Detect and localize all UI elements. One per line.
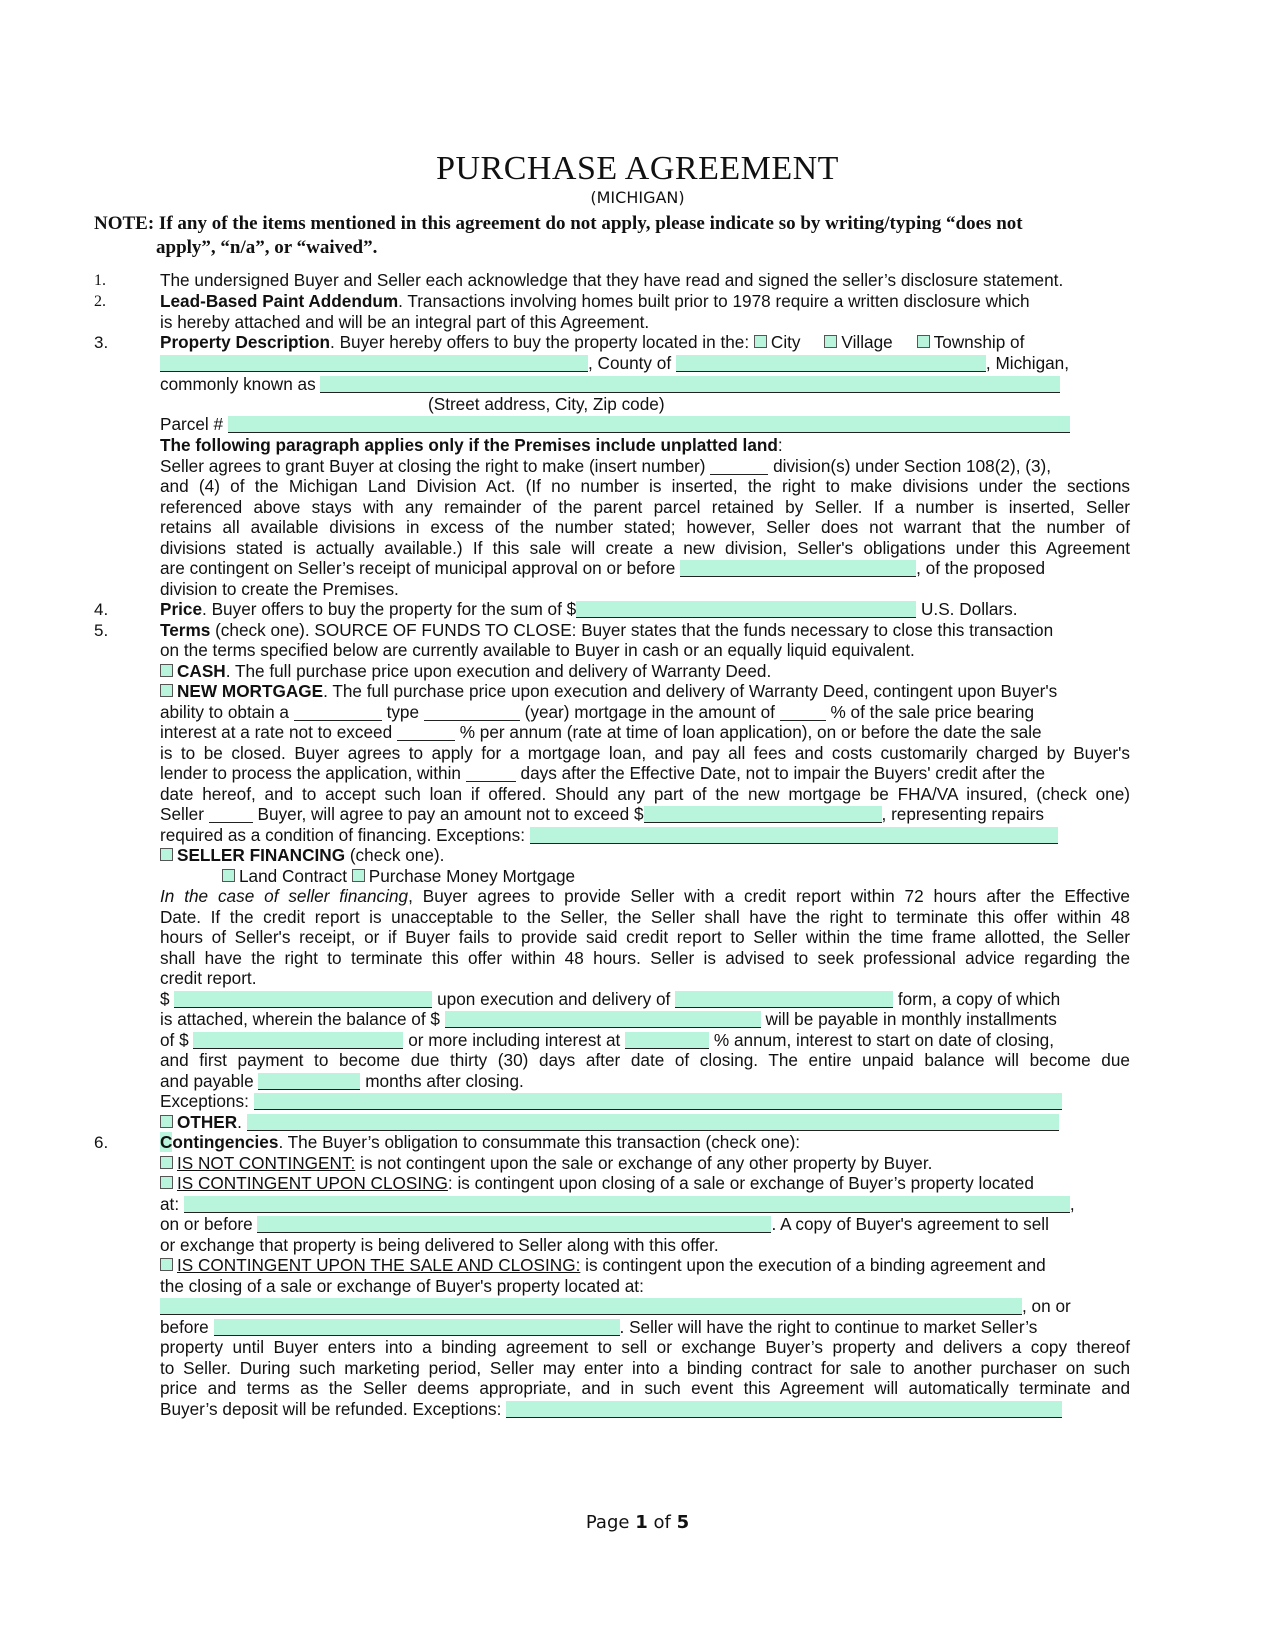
checkbox-not-contingent[interactable] <box>160 1156 173 1169</box>
s2-heading: Lead-Based Paint Addendum <box>160 291 399 311</box>
sale-exceptions-field[interactable] <box>506 1401 1062 1418</box>
balance-field[interactable] <box>445 1011 761 1028</box>
section-number-6: 6. <box>94 1133 109 1152</box>
s6-line-1: Contingencies. The Buyer’s obligation to consummate this transaction (check one): <box>160 1132 801 1152</box>
sale-closing-exceptions-line: Buyer’s deposit will be refunded. Exceptions: <box>160 1399 1130 1421</box>
s1-text: The undersigned Buyer and Seller each acknowledge that they have read and signed the seller’s disclosure statement. <box>160 270 1064 290</box>
unplatted-heading: The following paragraph applies only if the Premises include unplatted land <box>160 435 778 455</box>
seller-financing-option: SELLER FINANCING (check one). <box>160 845 1130 867</box>
contingent-property-field[interactable] <box>184 1196 1070 1213</box>
sale-closing-option: IS CONTINGENT UPON THE SALE AND CLOSING: is contingent upon the execution of a binding agreement and <box>160 1255 1130 1277</box>
note-line-1: NOTE: If any of the items mentioned in this agreement do not apply, please indicate so by writing/typing “does not <box>94 213 1023 234</box>
address-hint: (Street address, City, Zip code) <box>428 394 665 414</box>
parcel-field[interactable] <box>228 416 1070 433</box>
section-number-1: 1. <box>94 272 106 289</box>
contingent-at-line: at: , <box>160 1194 1075 1214</box>
seller-financing-types: Land Contract Purchase Money Mortgage <box>160 866 1130 888</box>
sale-closing-date-line: before . Seller will have the right to continue to market Seller’s <box>160 1317 1038 1337</box>
mortgage-year-field[interactable] <box>424 704 520 721</box>
mortgage-percent-field[interactable] <box>780 704 826 721</box>
checkbox-sale-and-closing[interactable] <box>160 1258 173 1271</box>
sf-line-2: Date. If the credit report is unacceptable to the Seller, the Seller shall have the right to terminate this offer within 48 <box>160 907 1130 927</box>
s5-line-1: Terms (check one). SOURCE OF FUNDS TO CLOSE: Buyer states that the funds necessary to close this transaction <box>160 620 1054 640</box>
other-terms-field[interactable] <box>247 1114 1059 1131</box>
unplatted-heading-line: The following paragraph applies only if the Premises include unplatted land: <box>160 435 783 455</box>
interest-rate-field[interactable] <box>397 724 455 741</box>
mortgage-option: NEW MORTGAGE. The full purchase price upon execution and delivery of Warranty Deed, contingent upon Buyer's <box>160 681 1130 703</box>
divisions-number-field[interactable] <box>710 458 768 475</box>
page-footer: Page 1 of 5 <box>585 1512 690 1533</box>
contingent-date-line: on or before . A copy of Buyer's agreement to sell <box>160 1214 1049 1234</box>
repairs-amount-field[interactable] <box>644 806 882 823</box>
s5-heading: Terms <box>160 620 211 640</box>
checkbox-seller-financing[interactable] <box>160 848 173 861</box>
township-field[interactable] <box>160 355 588 372</box>
s3-parcel-line: Parcel # <box>160 414 1130 436</box>
s6-heading: Contingencies <box>160 1132 279 1152</box>
sale-closing-line-2: the closing of a sale or exchange of Buyer's property located at: <box>160 1276 644 1296</box>
unplatted-line-2: and (4) of the Michigan Land Division Act. (If no number is inserted, the right to make divisions under the sections <box>160 476 1130 496</box>
mortgage-line-4: lender to process the application, within days after the Effective Date, not to impair the Buyers' credit after the <box>160 763 1046 783</box>
months-field[interactable] <box>258 1073 360 1090</box>
installment-amount-field[interactable] <box>193 1032 403 1049</box>
sf-line-5: credit report. <box>160 968 257 988</box>
mortgage-exceptions-field[interactable] <box>530 827 1058 844</box>
unplatted-line-4: retains all available divisions in excess of the number stated; however, Seller does not warrant that the number of <box>160 517 1130 537</box>
s2-line-2: is hereby attached and will be an integral part of this Agreement. <box>160 312 650 332</box>
sale-closing-line-6: to Seller. During such marketing period, Seller may enter into a binding contract for sale to another purchaser on such <box>160 1358 1130 1378</box>
sf-exceptions-field[interactable] <box>254 1093 1062 1110</box>
s3-line-2: , County of , Michigan, <box>160 353 1130 375</box>
note-paragraph <box>94 212 1124 260</box>
mortgage-line-3: is to be closed. Buyer agrees to apply for a mortgage loan, and pay all fees and costs customarily charged by Buyer's <box>160 743 1130 763</box>
municipal-approval-date-field[interactable] <box>680 560 916 577</box>
sf-line-3: hours of Seller's receipt, or if Buyer fails to provide said credit report to Seller within the time frame allotted, the Seller <box>160 927 1130 947</box>
mortgage-line-7: required as a condition of financing. Exceptions: <box>160 825 1130 847</box>
sale-date-field[interactable] <box>214 1319 620 1336</box>
other-option: OTHER. <box>160 1112 1130 1134</box>
s5-line-2: on the terms specified below are currently available to Buyer in cash or an equally liquid equivalent. <box>160 640 915 660</box>
sale-closing-line-5: property until Buyer enters into a binding agreement to sell or exchange Buyer’s property and delivers a copy thereof <box>160 1337 1130 1357</box>
s2-line-1: Lead-Based Paint Addendum. Transactions involving homes built prior to 1978 require a written disclosure which <box>160 291 1030 311</box>
checkbox-new-mortgage[interactable] <box>160 684 173 697</box>
price-field[interactable] <box>576 601 916 618</box>
street-address-field[interactable] <box>320 376 1060 393</box>
sf-line-4: shall have the right to terminate this offer within 48 hours. Seller is advised to seek professional advice regarding the <box>160 948 1130 968</box>
unplatted-line-7: division to create the Premises. <box>160 579 399 599</box>
unplatted-line-1: Seller agrees to grant Buyer at closing the right to make (insert number) division(s) under Section 108(2), (3), <box>160 456 1052 476</box>
s4-heading: Price <box>160 599 203 619</box>
sf-line-1: In the case of seller financing, Buyer agrees to provide Seller with a credit report within 72 hours after the Effective <box>160 886 1130 906</box>
not-contingent-option: IS NOT CONTINGENT: is not contingent upon the sale or exchange of any other property by Buyer. <box>160 1153 1130 1175</box>
section-number-5: 5. <box>94 621 109 640</box>
checkbox-contingent-closing[interactable] <box>160 1176 173 1189</box>
checkbox-purchase-money-mortgage[interactable] <box>352 869 365 882</box>
section-number-3: 3. <box>94 333 109 352</box>
sf-line-due: and first payment to become due thirty (30) days after date of closing. The entire unpaid balance will become due <box>160 1050 1130 1070</box>
page-subtitle: (MICHIGAN) <box>590 188 685 207</box>
unplatted-line-6: are contingent on Seller’s receipt of municipal approval on or before , of the proposed <box>160 558 1046 578</box>
unplatted-line-5: divisions stated is actually available.) If this sale will create a new division, Seller's obligations under this Agreement <box>160 538 1130 558</box>
s3-heading: Property Description <box>160 332 331 352</box>
unplatted-line-3: referenced above stays with any remainder of the parent parcel retained by Seller. If a number is inserted, Seller <box>160 497 1130 517</box>
sf-down-payment-line: $ upon execution and delivery of form, a copy of which <box>160 989 1061 1009</box>
section-number-4: 4. <box>94 600 109 619</box>
sf-months-line: and payable months after closing. <box>160 1071 524 1091</box>
s4-line: Price. Buyer offers to buy the property for the sum of $ U.S. Dollars. <box>160 599 1018 619</box>
checkbox-other[interactable] <box>160 1115 173 1128</box>
form-type-field[interactable] <box>675 991 893 1008</box>
sale-closing-property-line: , on or <box>160 1296 1130 1318</box>
checkbox-land-contract[interactable] <box>222 869 235 882</box>
down-payment-field[interactable] <box>174 991 432 1008</box>
sale-property-field[interactable] <box>160 1298 1022 1315</box>
county-field[interactable] <box>676 355 986 372</box>
mortgage-line-6: Seller Buyer, will agree to pay an amount not to exceed $ , representing repairs <box>160 804 1044 824</box>
mortgage-type-field[interactable] <box>294 704 382 721</box>
s3-line-3: commonly known as <box>160 374 1130 396</box>
page-title: PURCHASE AGREEMENT <box>436 150 839 187</box>
mortgage-line-1: ability to obtain a type (year) mortgage in the amount of % of the sale price bearing <box>160 702 1035 722</box>
sf-exceptions-line: Exceptions: <box>160 1091 1130 1113</box>
sale-closing-line-7: price and terms as the Seller deems appropriate, and in such event this Agreement will automatically terminate and <box>160 1378 1130 1398</box>
sf-installment-line: of $ or more including interest at % annum, interest to start on date of closing, <box>160 1030 1055 1050</box>
mortgage-line-2: interest at a rate not to exceed % per annum (rate at time of loan application), on or before the date the sale <box>160 722 1042 742</box>
checkbox-township[interactable] <box>917 335 930 348</box>
sf-interest-field[interactable] <box>625 1032 709 1049</box>
mortgage-line-5: date hereof, and to accept such loan if offered. Should any part of the new mortgage be FHA/VA insured, (check one) <box>160 784 1130 804</box>
section-number-2: 2. <box>94 293 106 310</box>
s3-line-1: Property Description. Buyer hereby offers to buy the property located in the: City Village Township of <box>160 332 1025 352</box>
checkbox-cash[interactable] <box>160 664 173 677</box>
seller-pays-field[interactable] <box>209 806 253 823</box>
contingent-closing-option: IS CONTINGENT UPON CLOSING: is contingent upon closing of a sale or exchange of Buyer’s property located <box>160 1173 1130 1195</box>
checkbox-village[interactable] <box>824 335 837 348</box>
note-line-2: apply”, “n/a”, or “waived”. <box>156 237 378 258</box>
cash-option: CASH. The full purchase price upon execution and delivery of Warranty Deed. <box>160 661 1130 683</box>
sf-balance-line: is attached, wherein the balance of $ will be payable in monthly installments <box>160 1009 1057 1029</box>
apply-days-field[interactable] <box>466 765 516 782</box>
contingent-line-3: or exchange that property is being delivered to Seller along with this offer. <box>160 1235 719 1255</box>
checkbox-city[interactable] <box>754 335 767 348</box>
contingent-date-field[interactable] <box>257 1216 771 1233</box>
